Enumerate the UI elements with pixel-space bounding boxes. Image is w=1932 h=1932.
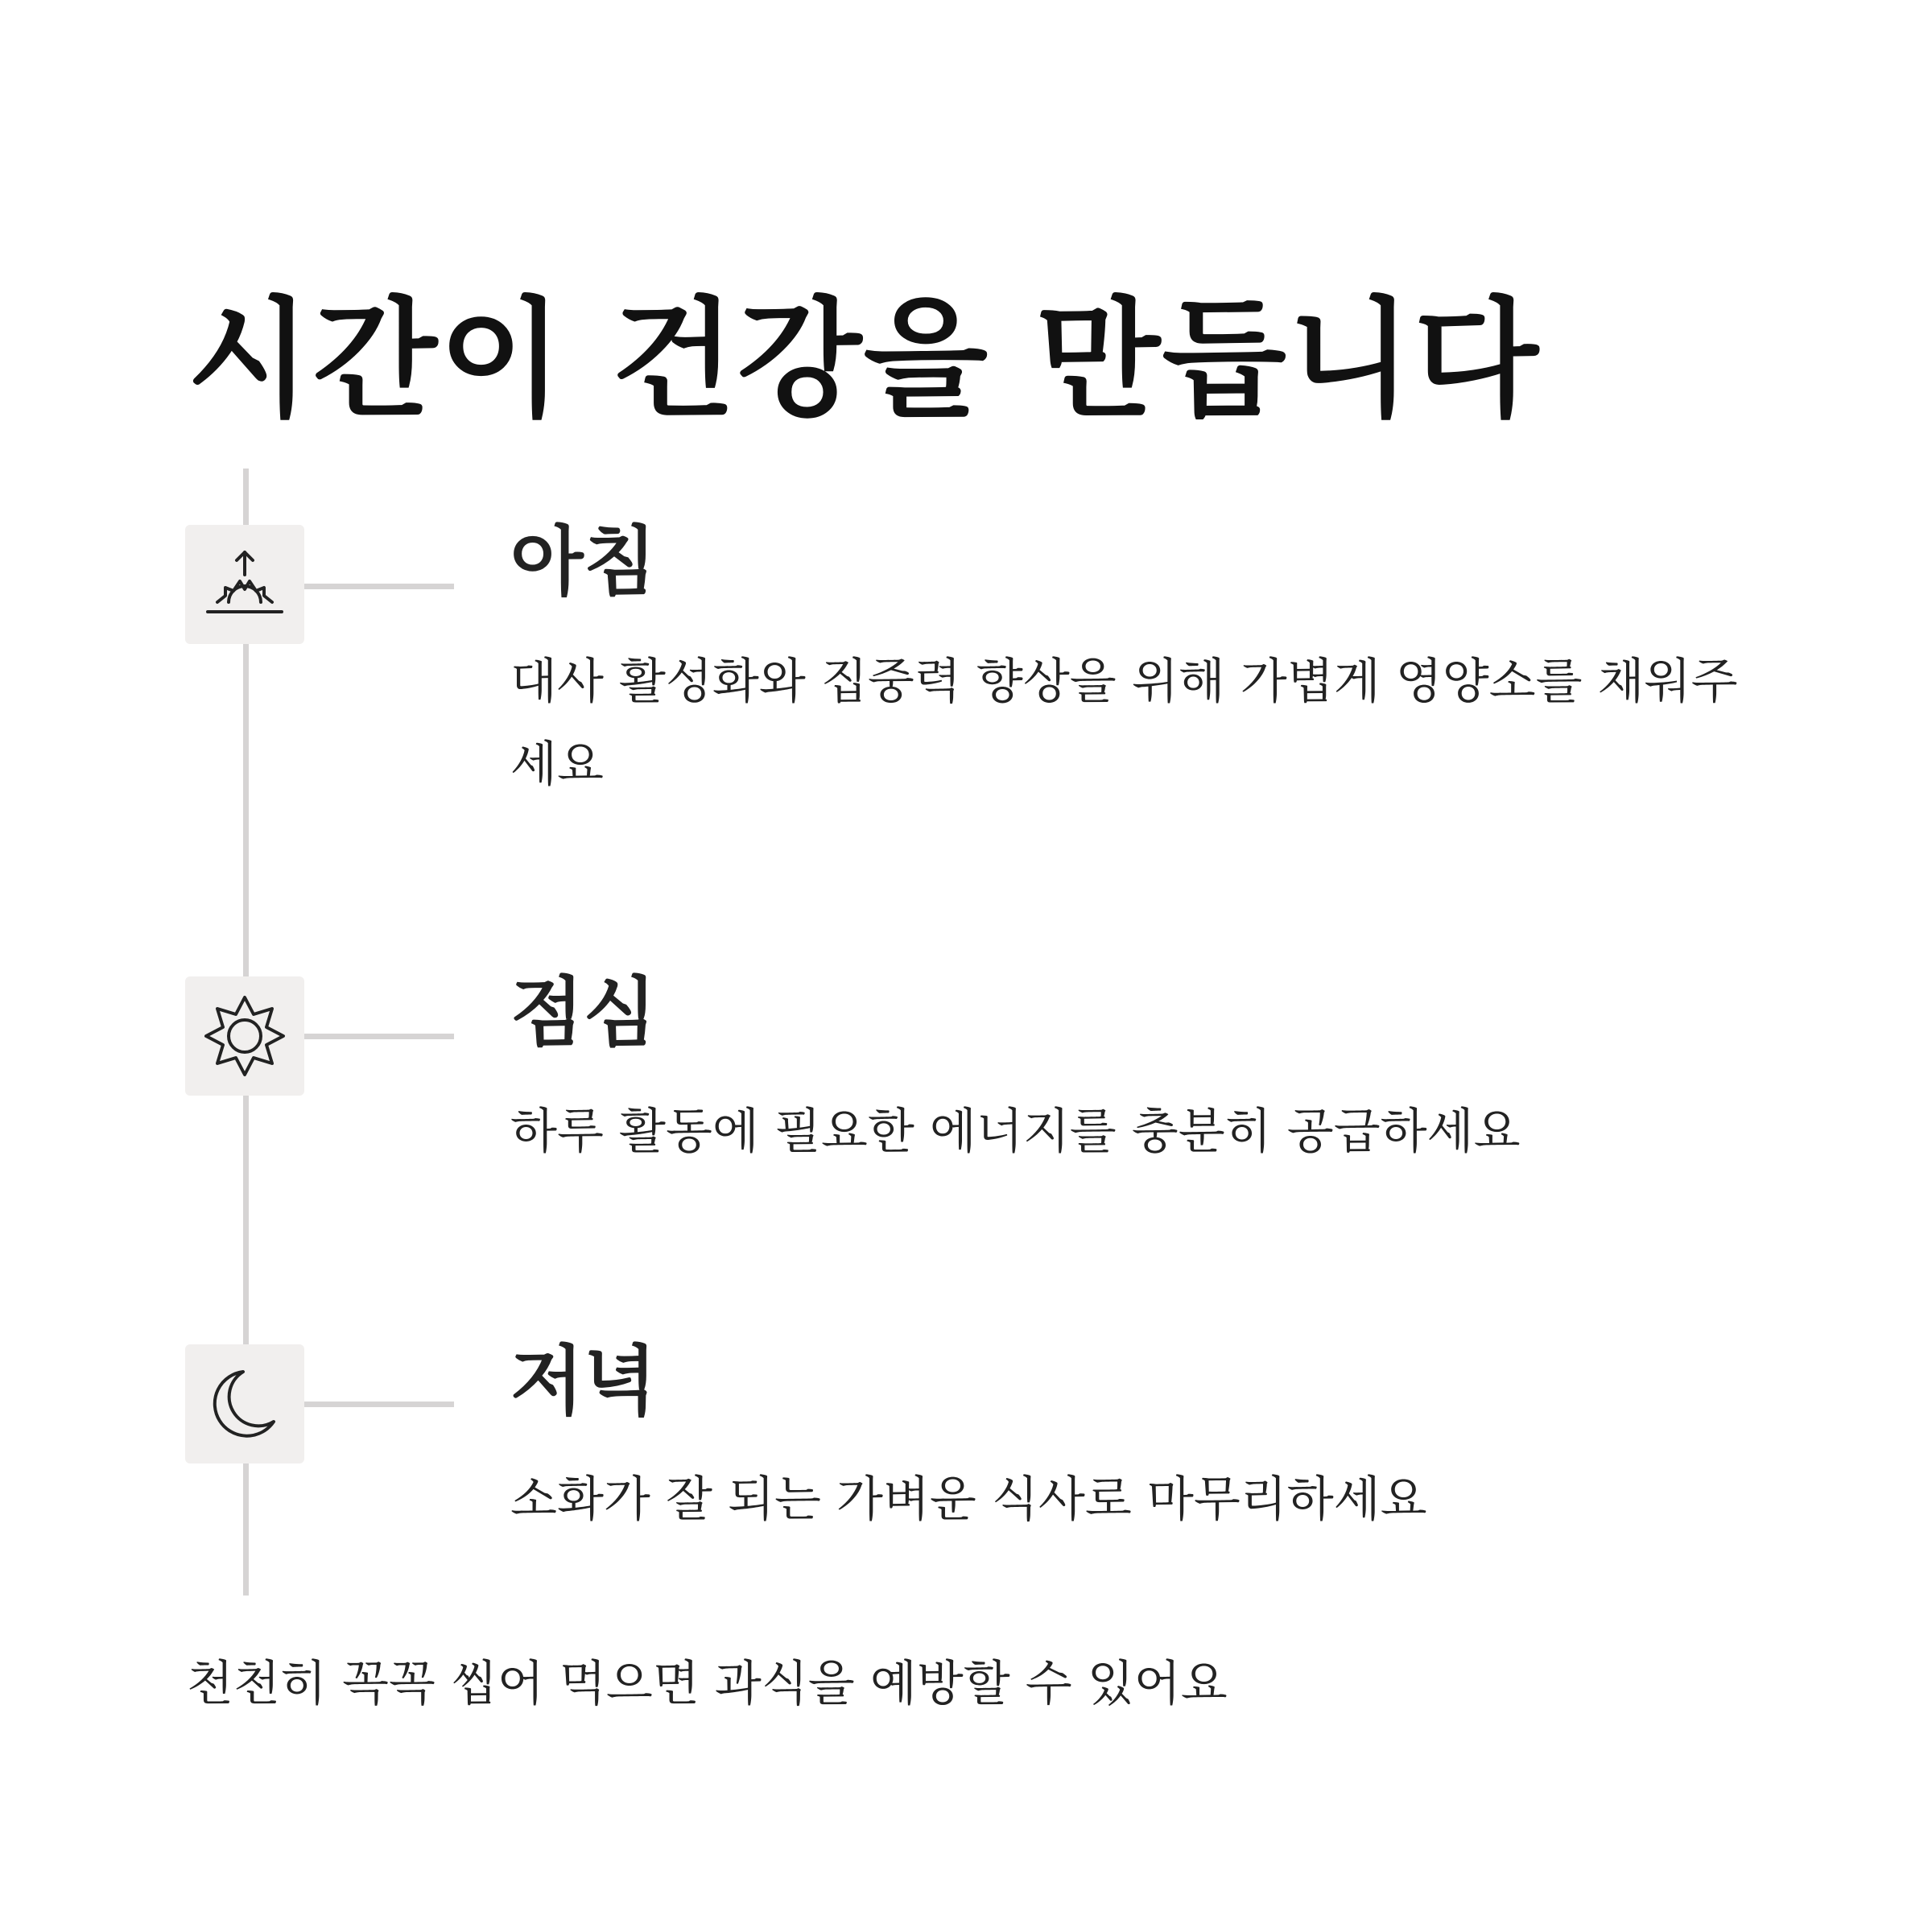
- lunch-icon-box: [185, 976, 304, 1096]
- lunch-title: 점심: [510, 969, 657, 1057]
- dinner-icon-box: [185, 1344, 304, 1463]
- page-title: 시간이 건강을 만듭니다: [187, 284, 1541, 436]
- lunch-connector: [304, 1034, 454, 1039]
- dinner-connector: [304, 1402, 454, 1407]
- morning-icon-box: [185, 525, 304, 644]
- dinner-description: 소화가 잘 되는 가벼운 식사로 마무리하세요: [510, 1472, 1427, 1528]
- footer-text: 천천히 꼭꼭 씹어 먹으면 과식을 예방할 수 있어요: [187, 1656, 1228, 1712]
- sunrise-icon: [198, 538, 291, 631]
- lunch-description: 하루 활동에 필요한 에너지를 충분히 공급하세요: [510, 1104, 1521, 1160]
- dinner-title: 저녁: [510, 1338, 657, 1426]
- morning-description: 대사 활성화와 집중력 향상을 위해 가볍게 영양소를 채워주세요: [510, 654, 1738, 793]
- moon-icon: [198, 1357, 291, 1451]
- sun-icon: [198, 989, 291, 1083]
- morning-connector: [304, 584, 454, 589]
- morning-title: 아침: [510, 518, 657, 606]
